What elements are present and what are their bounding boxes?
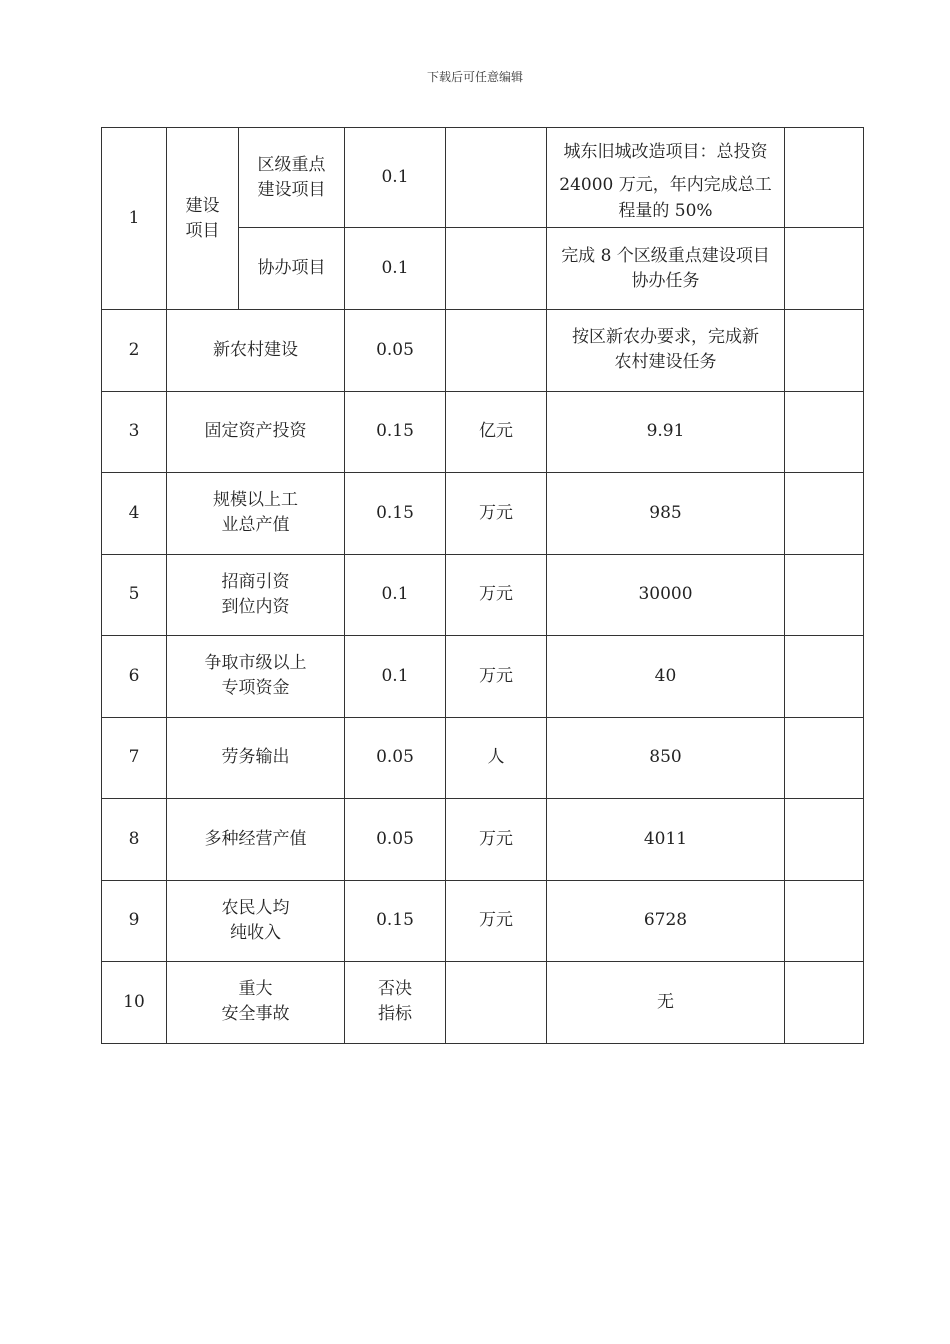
target-cell: 4011	[547, 799, 785, 881]
remarks-cell	[785, 717, 864, 799]
item-name-line: 新农村建设	[213, 339, 298, 360]
table-row	[102, 717, 864, 799]
unit-cell: 万元	[446, 473, 547, 555]
weight-cell: 0.15	[345, 391, 446, 473]
weight-cell: 0.15	[345, 473, 446, 555]
target-line: 完成 8 个区级重点建设项目	[561, 245, 770, 266]
table-row	[102, 880, 864, 962]
remarks-cell	[785, 473, 864, 555]
remarks-cell	[785, 880, 864, 962]
weight-cell: 0.1	[345, 636, 446, 718]
item-name-cell	[167, 799, 345, 881]
remarks-cell	[785, 228, 864, 310]
item-name-line: 安全事故	[221, 1004, 290, 1025]
item-name-line: 农民人均	[221, 897, 290, 918]
remarks-cell	[785, 962, 864, 1044]
category-line: 项目	[185, 220, 220, 241]
unit-cell: 万元	[446, 636, 547, 718]
remarks-cell	[785, 799, 864, 881]
weight-cell: 0.05	[345, 717, 446, 799]
remarks-cell	[785, 128, 864, 228]
target-line: 农村建设任务	[614, 352, 717, 373]
item-name-cell	[167, 717, 345, 799]
table-row	[102, 128, 864, 228]
item-name-line: 规模以上工	[213, 490, 298, 511]
row-index: 5	[102, 554, 167, 636]
target-cell: 40	[547, 636, 785, 718]
target-cell	[547, 128, 785, 228]
weight-cell: 0.1	[345, 128, 446, 228]
unit-cell	[446, 128, 547, 228]
row-index: 7	[102, 717, 167, 799]
category-cell	[167, 128, 239, 310]
item-name-cell	[167, 310, 345, 392]
item-name-cell: 协办项目	[239, 228, 345, 310]
unit-cell	[446, 962, 547, 1044]
row-index: 3	[102, 391, 167, 473]
item-name-line: 招商引资	[221, 571, 290, 592]
weight-line: 否决	[378, 979, 412, 1000]
unit-cell: 万元	[446, 799, 547, 881]
category-line: 建设	[185, 195, 220, 216]
unit-cell: 亿元	[446, 391, 547, 473]
table-row	[102, 962, 864, 1044]
target-cell	[547, 228, 785, 310]
weight-cell: 0.05	[345, 799, 446, 881]
item-name-cell	[167, 636, 345, 718]
weight-cell: 0.1	[345, 228, 446, 310]
target-cell: 985	[547, 473, 785, 555]
row-index: 9	[102, 880, 167, 962]
row-index: 8	[102, 799, 167, 881]
item-name-line: 劳务输出	[221, 747, 290, 768]
remarks-cell	[785, 636, 864, 718]
item-name-line: 业总产值	[221, 515, 290, 536]
table-row	[102, 554, 864, 636]
item-name-line: 建设项目	[257, 179, 326, 200]
item-name-cell	[167, 554, 345, 636]
unit-cell: 万元	[446, 554, 547, 636]
target-line: 协办任务	[631, 270, 700, 291]
target-cell: 850	[547, 717, 785, 799]
item-name-line: 固定资产投资	[204, 421, 307, 442]
target-line: 程量的 50%	[618, 200, 713, 221]
item-name-line: 专项资金	[221, 678, 290, 699]
unit-cell: 万元	[446, 880, 547, 962]
item-name-cell	[167, 962, 345, 1044]
item-name-line: 多种经营产值	[204, 828, 307, 849]
weight-cell: 0.05	[345, 310, 446, 392]
unit-cell	[446, 228, 547, 310]
target-cell	[547, 310, 785, 392]
item-name-line: 纯收入	[230, 922, 281, 943]
item-name-line: 到位内资	[221, 596, 290, 617]
target-cell: 无	[547, 962, 785, 1044]
unit-cell	[446, 310, 547, 392]
weight-line: 指标	[378, 1004, 412, 1025]
unit-cell: 人	[446, 717, 547, 799]
item-name-line: 重大	[238, 979, 273, 1000]
indicator-table	[101, 127, 864, 1044]
item-name-line: 争取市级以上	[204, 653, 307, 674]
target-text: ：总投资	[699, 141, 768, 162]
weight-cell	[345, 962, 446, 1044]
table-row	[102, 473, 864, 555]
target-lead: 城东旧城改造项目	[563, 141, 700, 162]
item-name-cell	[239, 128, 345, 228]
item-name-cell	[167, 473, 345, 555]
table-row	[102, 799, 864, 881]
target-line: 24000 万元，年内完成总工	[559, 174, 772, 195]
weight-cell: 0.1	[345, 554, 446, 636]
table-row	[102, 310, 864, 392]
target-line: 按区新农办要求，完成新	[572, 327, 759, 348]
remarks-cell	[785, 391, 864, 473]
row-index: 4	[102, 473, 167, 555]
remarks-cell	[785, 310, 864, 392]
item-name-cell	[167, 391, 345, 473]
item-name-cell	[167, 880, 345, 962]
row-index: 6	[102, 636, 167, 718]
page-header: 下载后可任意编辑	[426, 70, 523, 84]
row-index: 10	[102, 962, 167, 1044]
target-line	[553, 134, 778, 170]
item-name-line: 区级重点	[257, 154, 326, 175]
target-cell: 9.91	[547, 391, 785, 473]
target-cell: 30000	[547, 554, 785, 636]
row-index: 1	[102, 128, 167, 310]
weight-cell: 0.15	[345, 880, 446, 962]
target-cell: 6728	[547, 880, 785, 962]
row-index: 2	[102, 310, 167, 392]
table-row	[102, 391, 864, 473]
table-row	[102, 636, 864, 718]
remarks-cell	[785, 554, 864, 636]
